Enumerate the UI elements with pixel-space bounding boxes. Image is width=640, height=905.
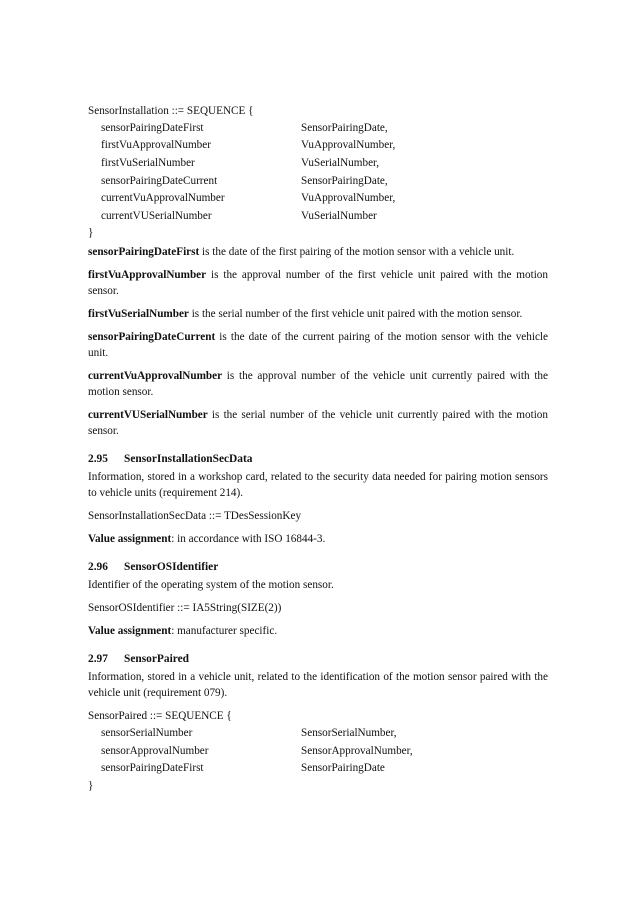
sequence-row bbox=[88, 725, 548, 743]
field-type: VuApprovalNumber, bbox=[301, 192, 396, 205]
field-name: sensorPairingDateFirst bbox=[101, 762, 204, 775]
field-name: currentVuApprovalNumber bbox=[101, 192, 225, 205]
document-content bbox=[88, 103, 548, 795]
definition-term: firstVuSerialNumber bbox=[88, 308, 189, 321]
definition bbox=[88, 407, 548, 439]
value-assignment bbox=[88, 623, 548, 639]
definition-term: sensorPairingDateCurrent bbox=[88, 331, 216, 344]
section-heading bbox=[88, 559, 548, 575]
section-title: SensorOSIdentifier bbox=[124, 561, 219, 574]
sensor-installation-block bbox=[88, 103, 548, 242]
definition bbox=[88, 368, 548, 400]
value-assignment-label: Value assignment bbox=[88, 625, 172, 638]
definition bbox=[88, 244, 548, 260]
sequence-row bbox=[88, 743, 548, 761]
section-title: SensorPaired bbox=[124, 653, 189, 666]
field-name: sensorPairingDateCurrent bbox=[101, 174, 218, 187]
definition-term: currentVUSerialNumber bbox=[88, 409, 208, 422]
sequence-row bbox=[88, 137, 548, 155]
field-type: SensorPairingDate bbox=[301, 762, 385, 775]
code-line: SensorInstallationSecData ::= TDesSessionKey bbox=[88, 510, 302, 523]
definition-text: is the serial number of the vehicle unit currently paired with the motion sensor. bbox=[88, 409, 548, 438]
section-description: Information, stored in a vehicle unit, related to the identification of the motion sensor paired with the vehicle unit (requirement 079). bbox=[88, 671, 548, 700]
sequence-row bbox=[88, 155, 548, 173]
value-assignment-text: : manufacturer specific. bbox=[171, 625, 278, 638]
value-assignment bbox=[88, 531, 548, 547]
definition-text: is the approval number of the first vehicle unit paired with the motion sensor. bbox=[88, 269, 548, 298]
value-assignment-label: Value assignment bbox=[88, 533, 172, 546]
field-name: sensorApprovalNumber bbox=[101, 744, 209, 757]
section-number: 2.95 bbox=[88, 453, 108, 466]
code-line: SensorPaired ::= SEQUENCE { bbox=[88, 710, 232, 723]
code-line: } bbox=[88, 227, 94, 240]
code-line: } bbox=[88, 779, 94, 792]
sequence-row bbox=[88, 120, 548, 138]
field-type: SensorApprovalNumber, bbox=[301, 744, 413, 757]
sequence-row bbox=[88, 208, 548, 226]
field-type: VuSerialNumber, bbox=[301, 156, 380, 169]
field-name: firstVuSerialNumber bbox=[101, 156, 195, 169]
definition bbox=[88, 329, 548, 361]
code-line: SensorOSIdentifier ::= IA5String(SIZE(2)) bbox=[88, 602, 282, 615]
definition-term: firstVuApprovalNumber bbox=[88, 269, 207, 282]
code-line: SensorInstallation ::= SEQUENCE { bbox=[88, 105, 254, 117]
definition-text: is the date of the first pairing of the motion sensor with a vehicle unit. bbox=[199, 246, 515, 259]
field-name: currentVUSerialNumber bbox=[101, 209, 212, 222]
section-number: 2.96 bbox=[88, 561, 108, 574]
field-name: firstVuApprovalNumber bbox=[101, 139, 211, 152]
sensor-paired-block bbox=[88, 708, 548, 794]
definition-term: currentVuApprovalNumber bbox=[88, 370, 223, 383]
definition bbox=[88, 267, 548, 299]
field-type: VuApprovalNumber, bbox=[301, 139, 396, 152]
sequence-row bbox=[88, 190, 548, 208]
definition-term: sensorPairingDateFirst bbox=[88, 246, 200, 259]
value-assignment-text: : in accordance with ISO 16844-3. bbox=[171, 533, 326, 546]
sequence-row bbox=[88, 173, 548, 191]
section-number: 2.97 bbox=[88, 653, 108, 666]
section-heading bbox=[88, 451, 548, 467]
field-name: sensorPairingDateFirst bbox=[101, 121, 204, 134]
field-type: SensorPairingDate, bbox=[301, 174, 388, 187]
field-type: SensorPairingDate, bbox=[301, 121, 388, 134]
section-description: Information, stored in a workshop card, related to the security data needed for pairing motion sensors to vehicle units (requirement 214). bbox=[88, 471, 548, 500]
definition-text: is the approval number of the vehicle unit currently paired with the motion sensor. bbox=[88, 370, 548, 399]
section-description: Identifier of the operating system of the motion sensor. bbox=[88, 579, 334, 592]
section-title: SensorInstallationSecData bbox=[124, 453, 253, 466]
field-type: SensorSerialNumber, bbox=[301, 726, 397, 739]
definition-text: is the serial number of the first vehicle unit paired with the motion sensor. bbox=[188, 308, 523, 321]
definition-text: is the date of the current pairing of the motion sensor with the vehicle unit. bbox=[88, 331, 548, 360]
field-name: sensorSerialNumber bbox=[101, 726, 193, 739]
section-heading bbox=[88, 651, 548, 667]
definition bbox=[88, 306, 548, 322]
sequence-row bbox=[88, 760, 548, 778]
field-type: VuSerialNumber bbox=[301, 209, 377, 222]
